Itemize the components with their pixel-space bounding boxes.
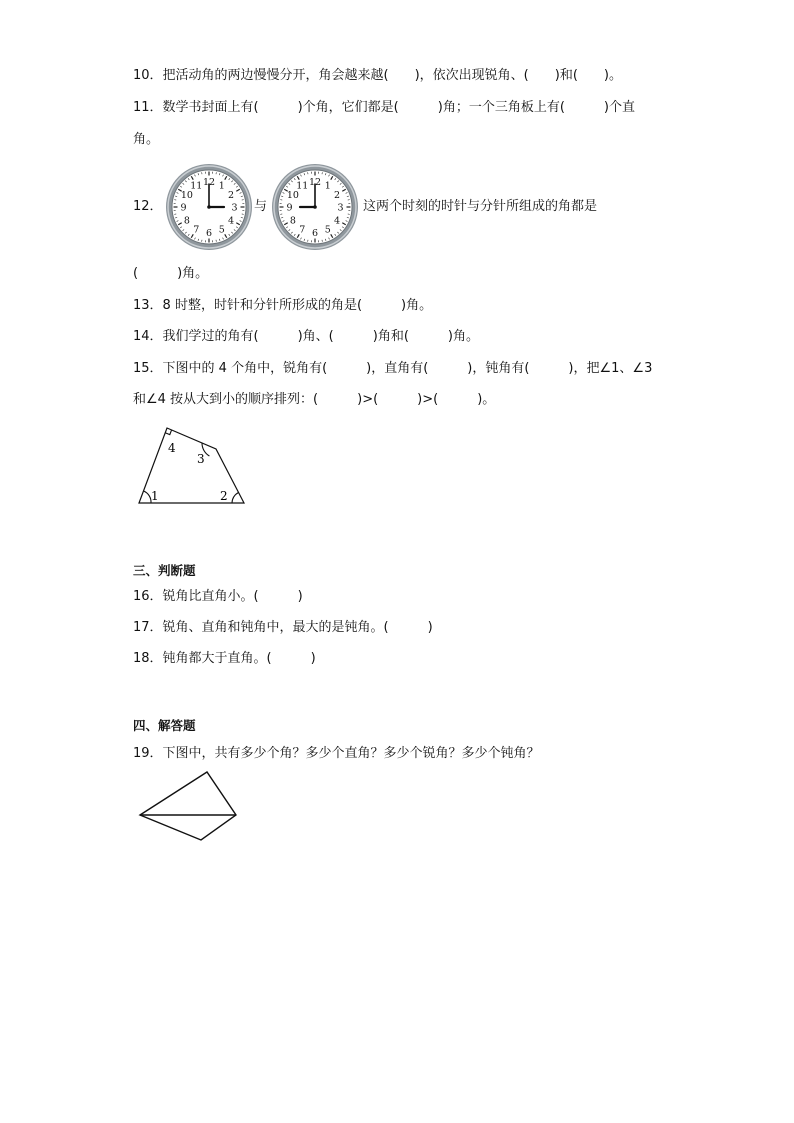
question-12-answer: ( )角。 bbox=[133, 266, 209, 281]
clock-numeral: 7 bbox=[193, 224, 200, 236]
clock-numeral: 1 bbox=[218, 180, 225, 192]
clock-numeral: 9 bbox=[180, 202, 187, 214]
clock-numeral: 2 bbox=[228, 189, 235, 201]
question-14: 14．我们学过的角有( )角、( )角和( )角。 bbox=[133, 329, 479, 344]
kite-figure bbox=[135, 766, 245, 846]
angle-1-arc bbox=[144, 491, 151, 503]
clock-numeral: 9 bbox=[286, 202, 293, 214]
clock-numeral: 10 bbox=[180, 189, 193, 201]
clock-numeral: 7 bbox=[299, 224, 306, 236]
clock-numeral: 2 bbox=[334, 189, 341, 201]
label-angle-1: 1 bbox=[151, 489, 159, 503]
clock-nine-oclock bbox=[270, 162, 360, 252]
clock-numeral: 1 bbox=[324, 180, 331, 192]
question-15-line2: 和∠4 按从大到小的顺序排列：( )>( )>( )。 bbox=[133, 392, 496, 407]
clock-numeral: 4 bbox=[228, 215, 235, 227]
clock-numeral: 6 bbox=[205, 228, 213, 239]
quadrilateral-figure bbox=[130, 420, 255, 510]
clock-numeral: 3 bbox=[231, 202, 238, 214]
clock-numeral: 5 bbox=[324, 224, 331, 236]
question-12-connector: 与 bbox=[254, 199, 268, 214]
section-3-heading: 三、判断题 bbox=[133, 563, 196, 578]
kite-outline bbox=[140, 772, 236, 840]
question-13: 13．8 时整，时针和分针所形成的角是( )角。 bbox=[133, 298, 433, 313]
question-12-number: 12． bbox=[133, 199, 163, 214]
clock-numeral: 6 bbox=[311, 228, 319, 239]
section-4-heading: 四、解答题 bbox=[133, 718, 196, 733]
clock-numeral: 4 bbox=[334, 215, 341, 227]
question-11-line2: 角。 bbox=[133, 132, 160, 147]
clock-numeral: 11 bbox=[296, 180, 309, 192]
question-15-line1: 15．下图中的 4 个角中，锐角有( )，直角有( )，钝角有( )，把∠1、∠3 bbox=[133, 361, 653, 376]
question-17: 17．锐角、直角和钝角中，最大的是钝角。( ) bbox=[133, 620, 433, 635]
clock-numeral: 12 bbox=[308, 177, 322, 188]
question-10: 10．把活动角的两边慢慢分开，角会越来越( )，依次出现锐角、( )和( )。 bbox=[133, 68, 622, 83]
question-12-text: 这两个时刻的时针与分针所组成的角都是 bbox=[363, 199, 598, 214]
label-angle-4: 4 bbox=[168, 441, 176, 455]
clock-numeral: 5 bbox=[218, 224, 225, 236]
question-11-line1: 11．数学书封面上有( )个角，它们都是( )角；一个三角板上有( )个直 bbox=[133, 100, 635, 115]
clock-numeral: 8 bbox=[183, 215, 190, 227]
question-19: 19．下图中，共有多少个角？多少个直角？多少个锐角？多少个钝角？ bbox=[133, 746, 540, 761]
clock-numeral: 3 bbox=[337, 202, 344, 214]
label-angle-2: 2 bbox=[220, 489, 228, 503]
clock-three-oclock bbox=[164, 162, 254, 252]
clock-center bbox=[313, 205, 317, 209]
clock-numeral: 11 bbox=[190, 180, 203, 192]
clock-numeral: 8 bbox=[289, 215, 296, 227]
question-16: 16．锐角比直角小。( ) bbox=[133, 589, 303, 604]
angle-2-arc bbox=[232, 493, 239, 504]
clock-numeral: 12 bbox=[202, 177, 216, 188]
clock-center bbox=[207, 205, 211, 209]
label-angle-3: 3 bbox=[197, 452, 205, 466]
clock-numeral: 10 bbox=[286, 189, 299, 201]
question-18: 18．钝角都大于直角。( ) bbox=[133, 651, 316, 666]
